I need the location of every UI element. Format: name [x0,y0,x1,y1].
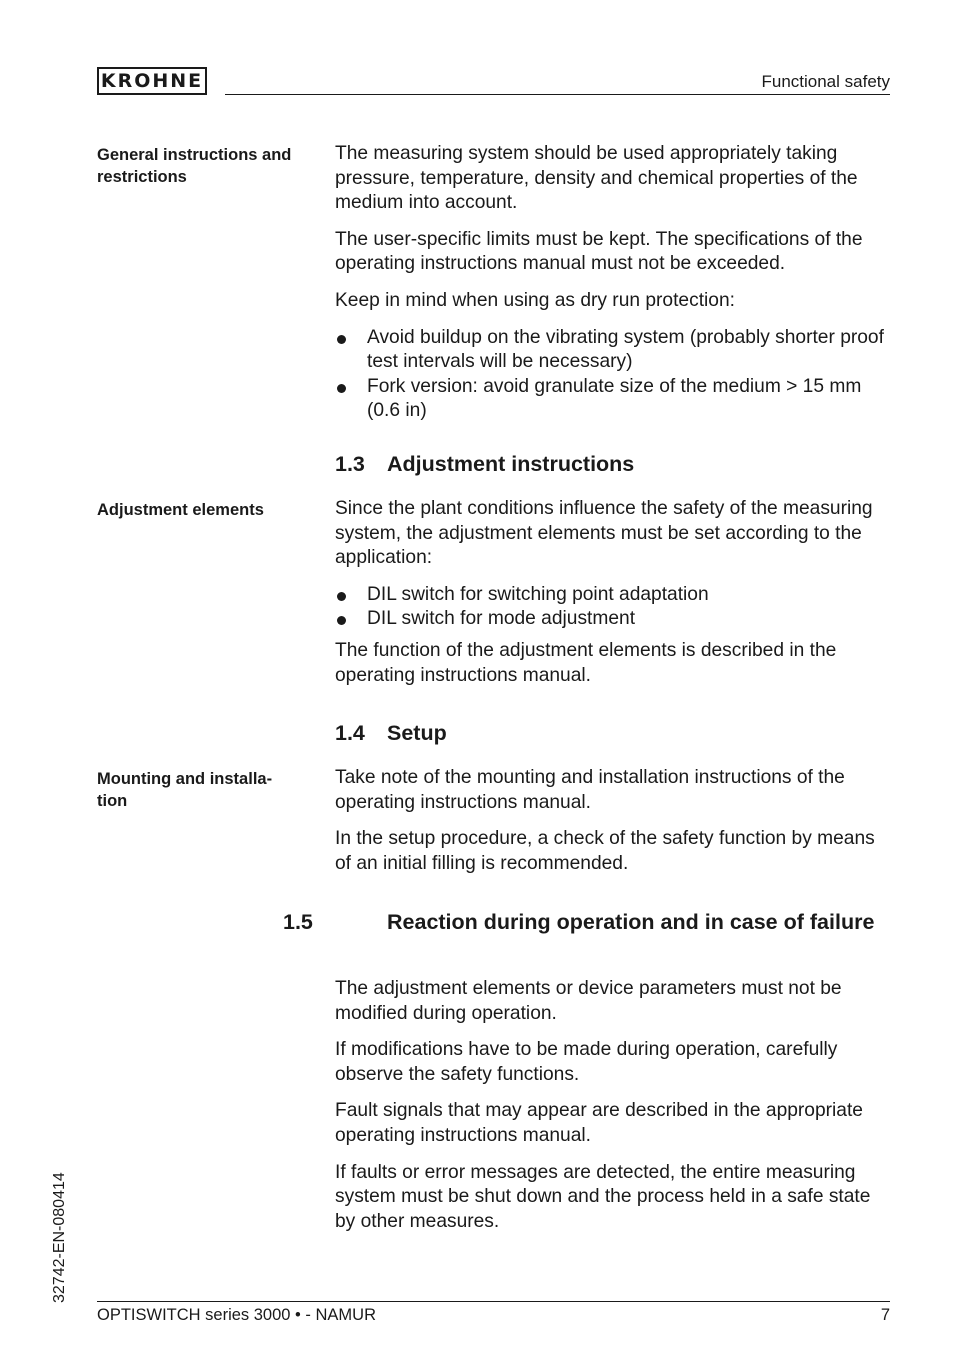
reaction-section [335,977,895,1234]
heading-text: Setup [387,721,447,745]
general-para-2: The user-specific limits must be kept. The specifications of the operating instructions manual must not be exceeded. [335,228,863,275]
document-id: 32742-EN-080414 [51,1172,68,1303]
adjustment-para-1: Since the plant conditions influence the safety of the measuring system, the adjustment elements must be set according to the application: [335,498,873,569]
heading-number: 1.5 [283,910,313,934]
heading-number: 1.3 [335,452,365,476]
heading-text: Reaction during operation and in case of failure [387,910,875,934]
footer-rule [97,1301,890,1302]
setup-para-1: Take note of the mounting and installation instructions of the operating instructions manual. [335,767,845,813]
list-item: Fork version: avoid granulate size of the medium > 15 mm (0.6 in) [335,375,895,424]
reaction-para-3: Fault signals that may appear are described in the appropriate operating instructions manual. [335,1100,863,1146]
header-rule [225,94,890,95]
setup-section [335,766,895,876]
adjustment-bullet-list [335,583,895,632]
heading-number: 1.4 [335,721,365,745]
side-label-adjustment: Adjustment elements [97,501,264,519]
adjustment-section [335,497,895,688]
header-title: Functional safety [761,72,890,91]
general-para-3: Keep in mind when using as dry run protection: [335,289,735,311]
page-number: 7 [880,1306,890,1324]
reaction-para-1: The adjustment elements or device parameters must not be modified during operation. [335,978,842,1024]
list-item: Avoid buildup on the vibrating system (probably shorter proof test intervals will be necessary) [335,326,895,375]
setup-para-2: In the setup procedure, a check of the safety function by means of an initial filling is recommended. [335,828,875,874]
reaction-para-4: If faults or error messages are detected, the entire measuring system must be shut down and the process held in a safe state by other measures. [335,1161,871,1232]
adjustment-para-2: The function of the adjustment elements is described in the operating instructions manual. [335,639,837,686]
krohne-logo: KROHNE [97,67,207,95]
heading-setup [335,720,895,747]
heading-reaction [283,909,947,936]
list-item: DIL switch for switching point adaptation [335,583,895,608]
general-para-1: The measuring system should be used appropriately taking pressure, temperature, density and chemical properties of the medium into account. [335,143,858,214]
reaction-para-2: If modifications have to be made during operation, carefully observe the safety functions. [335,1039,838,1085]
general-bullet-list [335,326,895,424]
side-label-setup: Mounting and installa-tion [97,770,273,810]
side-label-general: General instructions and restrictions [97,146,292,186]
footer-product: OPTISWITCH series 3000 • - NAMUR [97,1306,376,1324]
heading-text: Adjustment instructions [387,452,635,476]
general-section [335,142,895,424]
list-item: DIL switch for mode adjustment [335,607,895,632]
heading-adjustment [335,451,895,478]
